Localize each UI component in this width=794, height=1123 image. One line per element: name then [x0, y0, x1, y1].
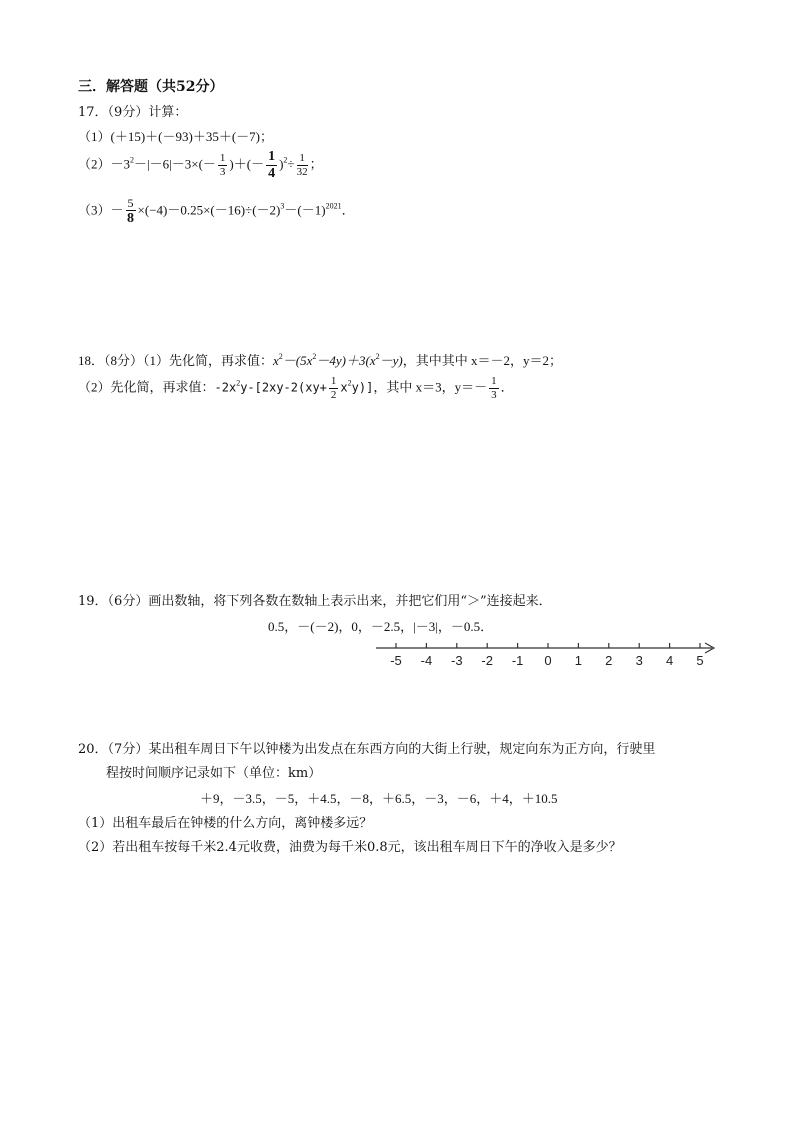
q20-part1: （1）出租车最后在钟楼的什么方向，离钟楼多远？	[78, 816, 373, 831]
q18-part2-end: ．	[500, 379, 514, 395]
q17-part3-exp-b: 3	[280, 201, 285, 211]
number-line-ticks	[390, 643, 703, 668]
q18-part2-expr3: x	[340, 380, 348, 395]
number-line-tick-label: 4	[665, 653, 674, 668]
number-line-tick-label: 2	[605, 653, 613, 668]
q20-line1: 20．（7分）某出租车周日下午以钟楼为出发点在东西方向的大街上行驶，规定向东为正方向，行驶里	[78, 742, 656, 757]
number-line-tick-label: 1	[574, 653, 583, 668]
number-line-tick-label: -2	[481, 653, 493, 668]
q17-part3-label: （3）	[78, 202, 111, 218]
q17-part2-end: ；	[309, 156, 323, 172]
q18-part2-expr1: -2x	[214, 380, 237, 395]
number-line	[372, 636, 722, 670]
number-line-tick-label: -3	[451, 653, 463, 668]
q17-part2-term-d: )	[279, 156, 284, 172]
q18-part1-term-e: －y)	[379, 353, 403, 368]
q17-part2-frac2: $\frac{1}{4}$	[268, 149, 276, 181]
q18-part1-exp3: 2	[375, 352, 380, 361]
q17-part3-exp-c: 2021	[325, 201, 342, 211]
q17-part2	[78, 150, 323, 181]
q20-part2: （2）若出租车按每千米2.4元收费，油费为每千米0.8元，该出租车周日下午的净收入是多少？	[78, 840, 622, 855]
q17-part2-frac3: $\frac{1}{32}$	[296, 152, 308, 178]
q18-part2-expr2: y-[2xy-2(xy+	[240, 380, 327, 395]
q17-part2-term-a: －3	[110, 156, 131, 172]
q17-part2-label: （2）	[78, 156, 111, 172]
q18-part1-condition: ，其中其中 x＝－2，y＝2；	[402, 353, 562, 368]
q17-part2-div: ÷	[287, 156, 295, 172]
q17-part2-term-c: )＋(－	[229, 156, 265, 172]
q18-part2-frac2: $\frac{1}{3}$	[491, 375, 497, 401]
number-line-tick-label: -5	[390, 653, 402, 668]
q18-part1-term-d: －4y)＋3(x	[316, 353, 376, 368]
q18-part2-prompt: （2）先化简，再求值：	[78, 379, 215, 395]
q18-part2-frac1: $\frac{1}{2}$	[330, 375, 337, 401]
q17-part2-exp-a: 2	[130, 155, 135, 165]
q17-part3-term-b: ×(−4)－0.25×(－16)÷(－2)	[137, 202, 281, 218]
q17-part3	[78, 197, 355, 226]
q19-numbers: 0.5，－(－2)，0，－2.5，|－3|，－0.5．	[268, 619, 494, 634]
q20-line2: 程按时间顺序记录如下（单位：km）	[106, 766, 322, 781]
q18-part2-exp3: 2	[347, 378, 352, 388]
q18-part2	[78, 376, 514, 401]
q19-header: 19．（6分）画出数轴，将下列各数在数轴上表示出来，并把它们用“＞”连接起来．	[78, 594, 552, 609]
q18-part2-condition: ，其中 x＝3，y＝－	[373, 379, 488, 395]
q17-part3-frac: $\frac{5}{8}$	[127, 196, 135, 226]
q17-part3-term-c: －(－1)	[284, 202, 326, 218]
number-line-tick-label: 0	[544, 653, 552, 668]
q17-part3-end: ．	[341, 202, 355, 218]
q17-part2-frac1: $\frac{1}{3}$	[219, 152, 226, 178]
q18-part1-x: x	[273, 353, 279, 368]
q18-part1-exp1: 2	[278, 352, 283, 361]
q17-part3-minus: －	[110, 202, 124, 218]
q18-part2-exp1: 2	[236, 378, 241, 388]
number-line-tick-label: 5	[696, 653, 704, 668]
q17-part2-exp-d: 2	[283, 155, 288, 165]
q18-part1-prompt: 18．（8分）（1）先化简，再求值：	[78, 353, 274, 368]
q17-part2-term-b: －|－6|－3×(－	[134, 156, 216, 172]
section-title: 三．解答题（共52分）	[78, 79, 224, 95]
q18-part1-exp2: 2	[312, 352, 317, 361]
q20-records: ＋9，－3.5，－5，＋4.5，－8，＋6.5，－3，－6，＋4，＋10.5	[200, 791, 558, 806]
q18-part2-expr4: y)]	[351, 380, 374, 395]
q18-part1	[78, 350, 562, 369]
q18-part1-term-c: －(5x	[282, 353, 313, 368]
q17-header: 17．（9分）计算：	[78, 105, 188, 120]
number-line-tick-label: 3	[635, 653, 643, 668]
q17-part1: （1）(＋15)＋(－93)＋35＋(－7)；	[78, 129, 273, 144]
number-line-tick-label: -1	[511, 653, 524, 668]
number-line-tick-label: -4	[420, 653, 433, 668]
